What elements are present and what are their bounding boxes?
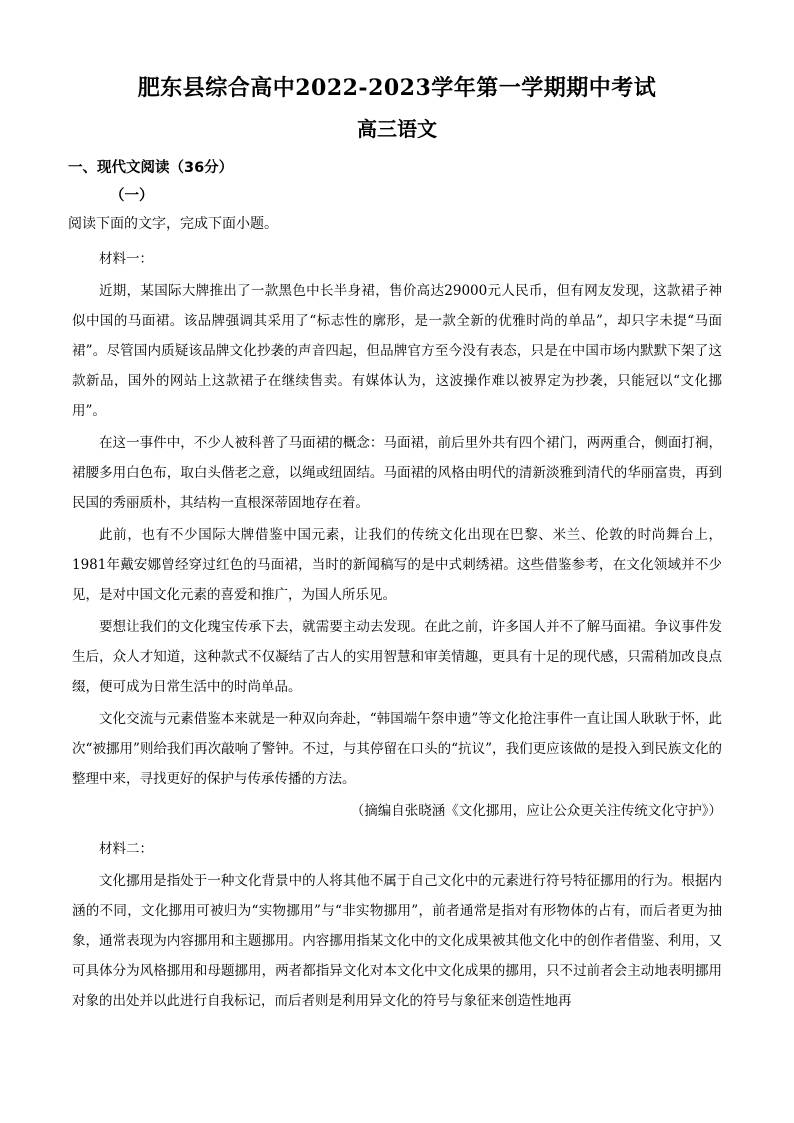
material-two-label: 材料二： — [99, 841, 153, 857]
material-one-source: （摘编自张晓涵《文化挪用，应让公众更关注传统文化守护》） — [350, 803, 722, 819]
section-heading: 一、现代文阅读（36分） — [68, 160, 234, 176]
material-one-paragraph: 近期，某国际大牌推出了一款黑色中长半身裙，售价高达29000元人民币，但有网友发现，这款裙子神似中国的马面裙。该品牌强调其采用了“标志性的廓形，是一款全新的优雅时尚的单品”，却只字未提“马面裙”。尽管国内质疑该品牌文化抄袭的声音四起，但品牌官方至今没有表态，只是在中国市场内默默下架了这款新品，国外的网站上这款裙子在继续售卖。有媒体认为，这波操作难以被界定为抄袭，只能冠以“文化挪用”。 — [72, 283, 722, 419]
material-one-paragraph: 文化交流与元素借鉴本来就是一种双向奔赴，“韩国端午祭申遗”等文化抢注事件一直让国人耿耿于怀，此次“被挪用”则给我们再次敲响了警钟。不过，与其停留在口头的“抗议”，我们更应该做的是投入到民族文化的整理中来，寻找更好的保护与传承传播的方法。 — [72, 711, 722, 787]
material-one-paragraph: 此前，也有不少国际大牌借鉴中国元素，让我们的传统文化出现在巴黎、米兰、伦敦的时尚舞台上，1981年戴安娜曾经穿过红色的马面裙，当时的新闻稿写的是中式刺绣裙。这些借鉴参考，在文化领域并不少见，是对中国文化元素的喜爱和推广，为国人所乐见。 — [72, 527, 722, 603]
instruction-text: 阅读下面的文字，完成下面小题。 — [68, 216, 278, 232]
material-one-label: 材料一： — [99, 251, 153, 267]
material-one-paragraph: 要想让我们的文化瑰宝传承下去，就需要主动去发现。在此之前，许多国人并不了解马面裙。争议事件发生后，众人才知道，这种款式不仅凝结了古人的实用智慧和审美情趣，更具有十足的现代感，只需稍加改良点缀，便可成为日常生活中的时尚单品。 — [72, 619, 722, 695]
material-one-paragraph: 在这一事件中，不少人被科普了马面裙的概念：马面裙，前后里外共有四个裙门，两两重合，侧面打裥，裙腰多用白色布，取白头偕老之意，以绳或纽固结。马面裙的风格由明代的清新淡雅到清代的华丽富贵，再到民国的秀丽质朴，其结构一直根深蒂固地存在着。 — [72, 435, 722, 511]
part-label: （一） — [110, 188, 154, 204]
exam-subtitle: 高三语文 — [357, 117, 437, 141]
material-two-paragraph: 文化挪用是指处于一种文化背景中的人将其他不属于自己文化中的元素进行符号特征挪用的行为。根据内涵的不同，文化挪用可被归为“实物挪用”与“非实物挪用”，前者通常是指对有形物体的占有，而后者更为抽象，通常表现为内容挪用和主题挪用。内容挪用指某文化中的文化成果被其他文化中的创作者借鉴、利用，又可具体分为风格挪用和母题挪用，两者都指异文化对本文化中文化成果的挪用，只不过前者会主动地表明挪用对象的出处并以此进行自我标记，而后者则是利用异文化的符号与象征来创造性地再 — [72, 873, 722, 1009]
exam-title: 肥东县综合高中2022-2023学年第一学期期中考试 — [137, 75, 657, 101]
